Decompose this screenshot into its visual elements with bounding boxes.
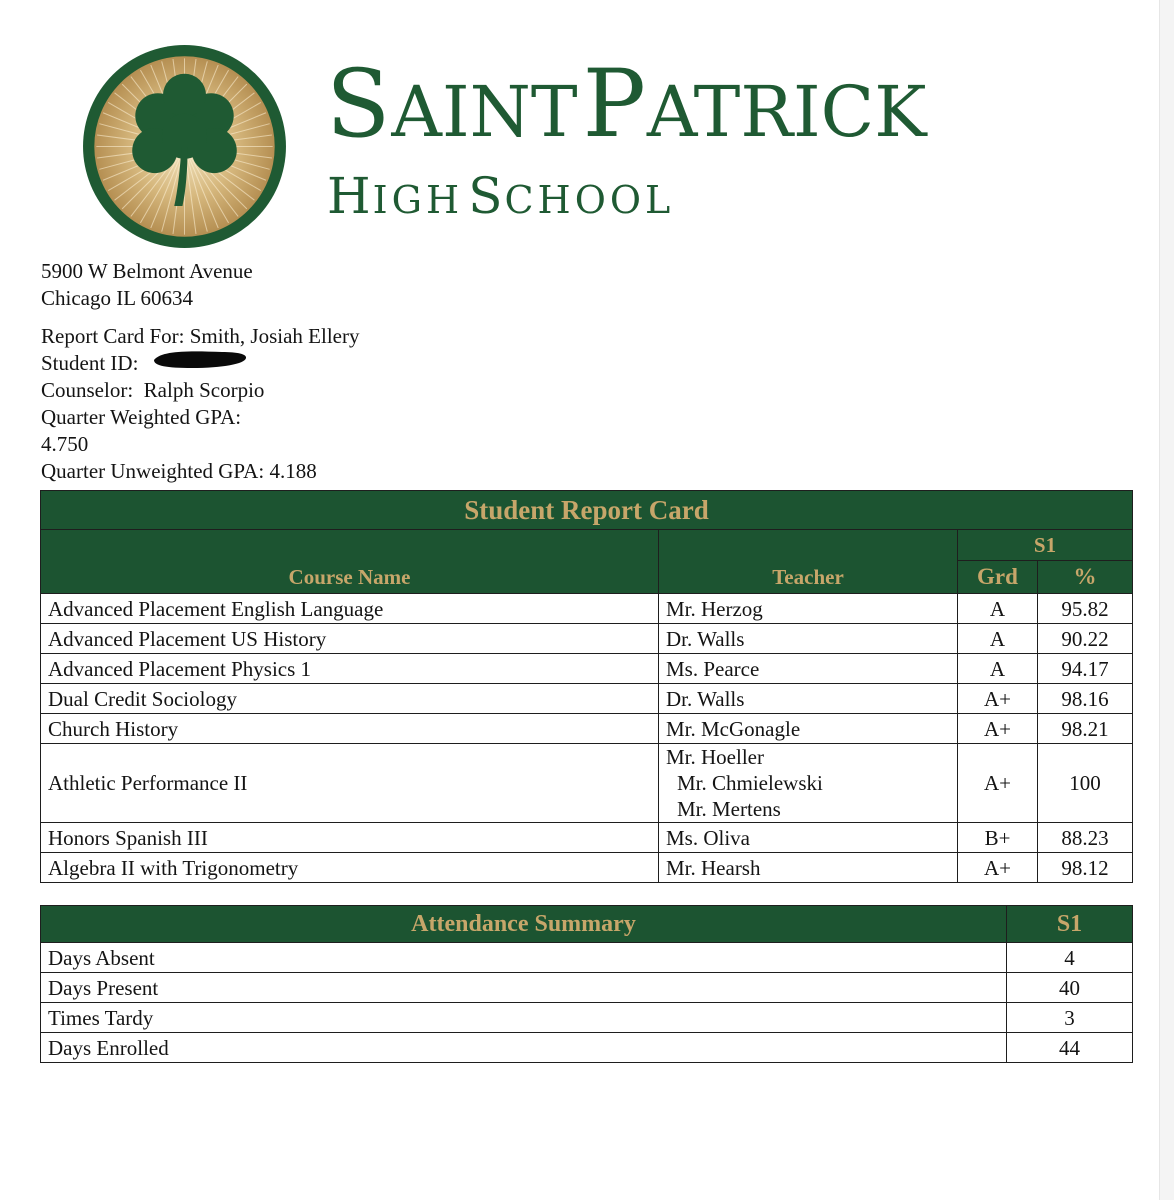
address-block — [41, 258, 253, 312]
report-card-title: Student Report Card — [41, 491, 1133, 530]
grade-cell: A+ — [958, 744, 1038, 823]
attendance-value-cell: 3 — [1007, 1003, 1133, 1033]
teacher-name: Dr. Walls — [666, 686, 745, 711]
attendance-label-cell: Days Enrolled — [41, 1033, 1007, 1063]
percent-cell: 98.12 — [1038, 853, 1133, 883]
table-row — [41, 823, 1133, 853]
shamrock-seal-icon — [82, 44, 287, 249]
grade-cell: A+ — [958, 684, 1038, 714]
col-grade: Grd — [958, 561, 1038, 594]
teacher-name: Mr. Mertens — [677, 797, 781, 821]
student-id-line: Student ID: — [41, 351, 139, 375]
attendance-table — [40, 905, 1133, 1063]
course-name-cell: Advanced Placement English Language — [41, 594, 659, 624]
attendance-label-cell: Days Present — [41, 973, 1007, 1003]
grade-cell: A+ — [958, 714, 1038, 744]
table-row — [41, 973, 1133, 1003]
grade-cell: B+ — [958, 823, 1038, 853]
attendance-title: Attendance Summary — [41, 906, 1007, 943]
course-name-cell: Athletic Performance II — [41, 744, 659, 823]
grade-cell: A — [958, 594, 1038, 624]
teacher-cell — [659, 654, 958, 684]
attendance-value-cell: 44 — [1007, 1033, 1133, 1063]
teacher-name: Mr. Hoeller — [666, 745, 764, 769]
school-name-line2: HIGH SCHOOL — [327, 167, 675, 225]
table-row — [41, 684, 1133, 714]
percent-cell: 90.22 — [1038, 624, 1133, 654]
grade-cell: A — [958, 624, 1038, 654]
percent-cell: 88.23 — [1038, 823, 1133, 853]
table-row — [41, 714, 1133, 744]
course-name-cell: Advanced Placement US History — [41, 624, 659, 654]
attendance-term: S1 — [1007, 906, 1133, 943]
attendance-value-cell: 40 — [1007, 973, 1133, 1003]
attendance-label-cell: Days Absent — [41, 943, 1007, 973]
report-card-table — [40, 490, 1133, 883]
table-row — [41, 624, 1133, 654]
table-row — [41, 594, 1133, 624]
table-row — [41, 654, 1133, 684]
table-row — [41, 1003, 1133, 1033]
teacher-cell — [659, 624, 958, 654]
teacher-cell — [659, 594, 958, 624]
table-row — [41, 943, 1133, 973]
teacher-cell — [659, 744, 958, 823]
teacher-name: Ms. Oliva — [666, 825, 750, 850]
grade-cell: A — [958, 654, 1038, 684]
teacher-cell — [659, 853, 958, 883]
teacher-name: Mr. Herzog — [666, 596, 763, 621]
course-name-cell: Church History — [41, 714, 659, 744]
report-for-line: Report Card For: Smith, Josiah Ellery — [41, 324, 360, 348]
percent-cell: 98.21 — [1038, 714, 1133, 744]
attendance-value-cell: 4 — [1007, 943, 1133, 973]
address-line1: 5900 W Belmont Avenue — [41, 259, 253, 283]
grade-cell: A+ — [958, 853, 1038, 883]
unweighted-gpa-line: Quarter Unweighted GPA: 4.188 — [41, 459, 317, 483]
percent-cell: 98.16 — [1038, 684, 1133, 714]
redaction-mark — [152, 348, 248, 370]
school-name-line1: SAINT PATRICK — [326, 50, 927, 159]
col-teacher: Teacher — [659, 530, 958, 594]
teacher-cell — [659, 823, 958, 853]
course-name-cell: Advanced Placement Physics 1 — [41, 654, 659, 684]
table-row — [41, 853, 1133, 883]
table-row — [41, 744, 1133, 823]
course-name-cell: Algebra II with Trigonometry — [41, 853, 659, 883]
percent-cell: 100 — [1038, 744, 1133, 823]
teacher-name: Mr. Chmielewski — [677, 771, 823, 795]
percent-cell: 95.82 — [1038, 594, 1133, 624]
page-edge — [1159, 0, 1174, 1200]
percent-cell: 94.17 — [1038, 654, 1133, 684]
table-row — [41, 1033, 1133, 1063]
teacher-name: Ms. Pearce — [666, 656, 760, 681]
teacher-name: Dr. Walls — [666, 626, 745, 651]
course-name-cell: Dual Credit Sociology — [41, 684, 659, 714]
counselor-line: Counselor: Ralph Scorpio — [41, 378, 265, 402]
attendance-label-cell: Times Tardy — [41, 1003, 1007, 1033]
col-term: S1 — [958, 530, 1133, 561]
course-name-cell: Honors Spanish III — [41, 823, 659, 853]
teacher-name: Mr. Hearsh — [666, 855, 761, 880]
address-line2: Chicago IL 60634 — [41, 286, 194, 310]
weighted-gpa-value: 4.750 — [41, 432, 89, 456]
col-percent: % — [1038, 561, 1133, 594]
teacher-name: Mr. McGonagle — [666, 716, 801, 741]
teacher-cell — [659, 684, 958, 714]
teacher-cell — [659, 714, 958, 744]
weighted-gpa-label: Quarter Weighted GPA: — [41, 405, 242, 429]
col-course-name: Course Name — [41, 530, 659, 594]
